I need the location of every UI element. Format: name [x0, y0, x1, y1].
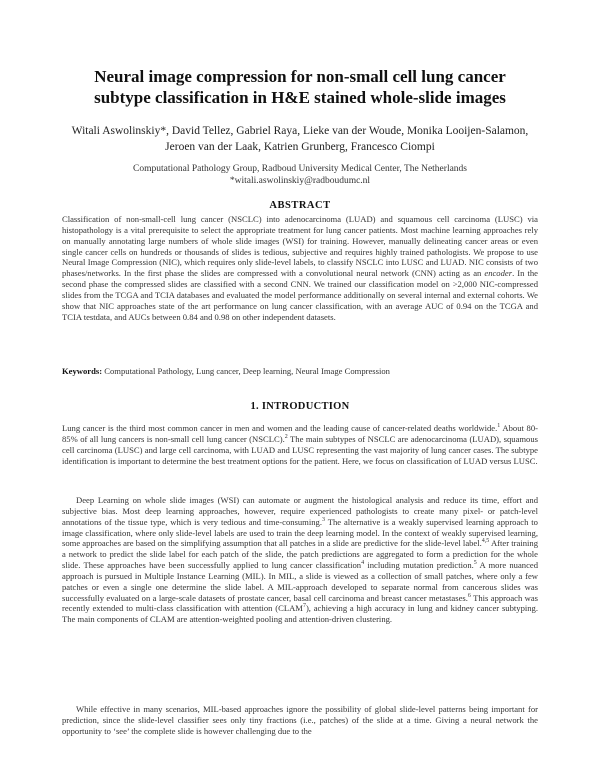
text-run: This approach was recently extended to multi-class classification with attention (CLAM	[62, 592, 538, 614]
citation-ref[interactable]: 4	[361, 560, 365, 567]
citation-ref[interactable]: 1	[497, 423, 501, 430]
text-run: A more nuanced approach is pursued in Multiple Instance Learning (MIL). In MIL, a slide is viewed as a collection of small patches, where only a few patches or even a single one determine the slide label. A MIL-approach developed to separate normal from cancerous slides was successfully evaluated on a large-scale datasets of prostate cancer, basal cell carcinoma and breast cancer metastases.	[62, 560, 538, 603]
introduction-heading: 1. INTRODUCTION	[250, 401, 350, 412]
abstract-heading: ABSTRACT	[269, 200, 331, 211]
author-list	[40, 123, 560, 155]
abstract-text	[62, 214, 538, 322]
intro-paragraph-3: While effective in many scenarios, MIL-based approaches ignore the possibility of global slide-level patterns being important for prediction, since the slide-level classifier sees only tiny fractions (i.e., patches) of the slide at a time. Giving a neural network the opportunity to ‘see’ the complete slide is however challenging due to the	[62, 704, 538, 736]
text-run: The main subtypes of NSCLC are adenocarcinoma (LUAD), squamous cell carcinoma (LUSC) and large cell carcinoma, with LUAD and LUSC representing the vast majority of lung cancer cases. The subtype identification is important to determine the best treatment options for the patient. Here, we focus on classification of LUAD versus LUSC.	[62, 433, 538, 466]
intro-paragraph-1	[62, 423, 538, 466]
intro-paragraph-2	[62, 495, 538, 625]
citation-ref[interactable]: 3	[322, 516, 325, 523]
text-run: Deep Learning on whole slide images (WSI) can automate or augment the histological analysis and reduce its time, effort and subjective bias. Most deep learning approaches, however, require experienced pathologists to create many pixel- or patch-level annotations of the tissue type, which is very tedious and time-consuming.	[62, 495, 538, 527]
citation-ref[interactable]: 4,5	[481, 538, 490, 545]
abstract-part-1: Classification of non-small-cell lung cancer (NSCLC) into adenocarcinoma (LUAD) and squamous cell carcinoma (LUSC) via histopathology is a vital prerequisite to select the appropriate treatment for lung cancer patients. Most machine learning approaches rely on manually annotating large numbers of whole slide images (WSI) for training. However, manually delineating cancer areas or even single cancer cells on hundreds or thousands of slides is tedious, subjective and requires highly trained pathologists. We propose to use Neural Image Compression (NIC), which requires only slide-level labels, to classify NSCLC into LUSC and LUAD. NIC consists of two phases/networks. In the first phase the slides are compressed with a convolutional neural network (CNN) acting as an	[62, 214, 538, 279]
authors-line-2: Jeroen van der Laak, Katrien Grunberg, Francesco Ciompi	[165, 141, 435, 153]
text-run: Lung cancer is the third most common cancer in men and women and the leading cause of cancer-related deaths worldwide.	[62, 423, 498, 433]
text-run: About 80-85% of all lung cancers is non-small cell lung cancer (NSCLC).	[62, 423, 539, 444]
text-run: After training a network to predict the slide label for each patch of the slide, the patch predictions are aggregated to form a prediction for the whole slide. These approaches have been successfully applied to lung cancer classification	[62, 538, 538, 571]
keywords-label: Keywords:	[62, 366, 103, 376]
title-line-1: Neural image compression for non-small cell lung cancer	[94, 67, 506, 86]
title-line-2: subtype classification in H&E stained whole-slide images	[94, 88, 506, 107]
affiliation: Computational Pathology Group, Radboud University Medical Center, The Netherlands	[133, 164, 467, 174]
citation-ref[interactable]: 2	[284, 433, 288, 440]
abstract-part-2: . In the second phase the compressed slides are classified with a second CNN. We trained our classification model on >2,000 NIC-compressed slides from the TCGA and TCIA databases and evaluated the model performance additionally on several internal and external cohorts. We show that NIC approaches state of the art performance on lung cancer classification, with an average AUC of 0.94 on the TCGA and TCIA testdata, and AUCs between 0.84 and 0.98 on other independent datasets.	[62, 268, 538, 322]
text-run: The alternative is a weakly supervised learning approach to image classification, where only slide-level labels are used to train the deep learning model. In the context of weakly supervised learning, some approaches are based on the simplifying assumption that all patches in a slide are predictive for the slide-level label.	[62, 516, 538, 549]
abstract-encoder-term: encoder	[484, 268, 513, 279]
citation-ref[interactable]: 6	[467, 592, 471, 599]
citation-ref[interactable]: 7	[302, 603, 306, 610]
authors-line-1: Witali Aswolinskiy*, David Tellez, Gabriel Raya, Lieke van der Woude, Monika Looijen-Salamon,	[71, 125, 529, 137]
keywords-text: Computational Pathology, Lung cancer, Deep learning, Neural Image Compression	[102, 366, 390, 376]
citation-ref[interactable]: 5	[473, 560, 477, 567]
text-run: including mutation prediction.	[364, 560, 474, 571]
keywords	[62, 366, 538, 377]
author-email[interactable]: *witali.aswolinskiy@radboudumc.nl	[229, 176, 371, 186]
paper-title	[40, 66, 560, 108]
affiliation-block	[40, 163, 560, 187]
text-run: ), achieving a high accuracy in lung and kidney cancer subtyping. The main components of CLAM are attention-weighted pooling and attention-driven clustering.	[62, 603, 538, 625]
